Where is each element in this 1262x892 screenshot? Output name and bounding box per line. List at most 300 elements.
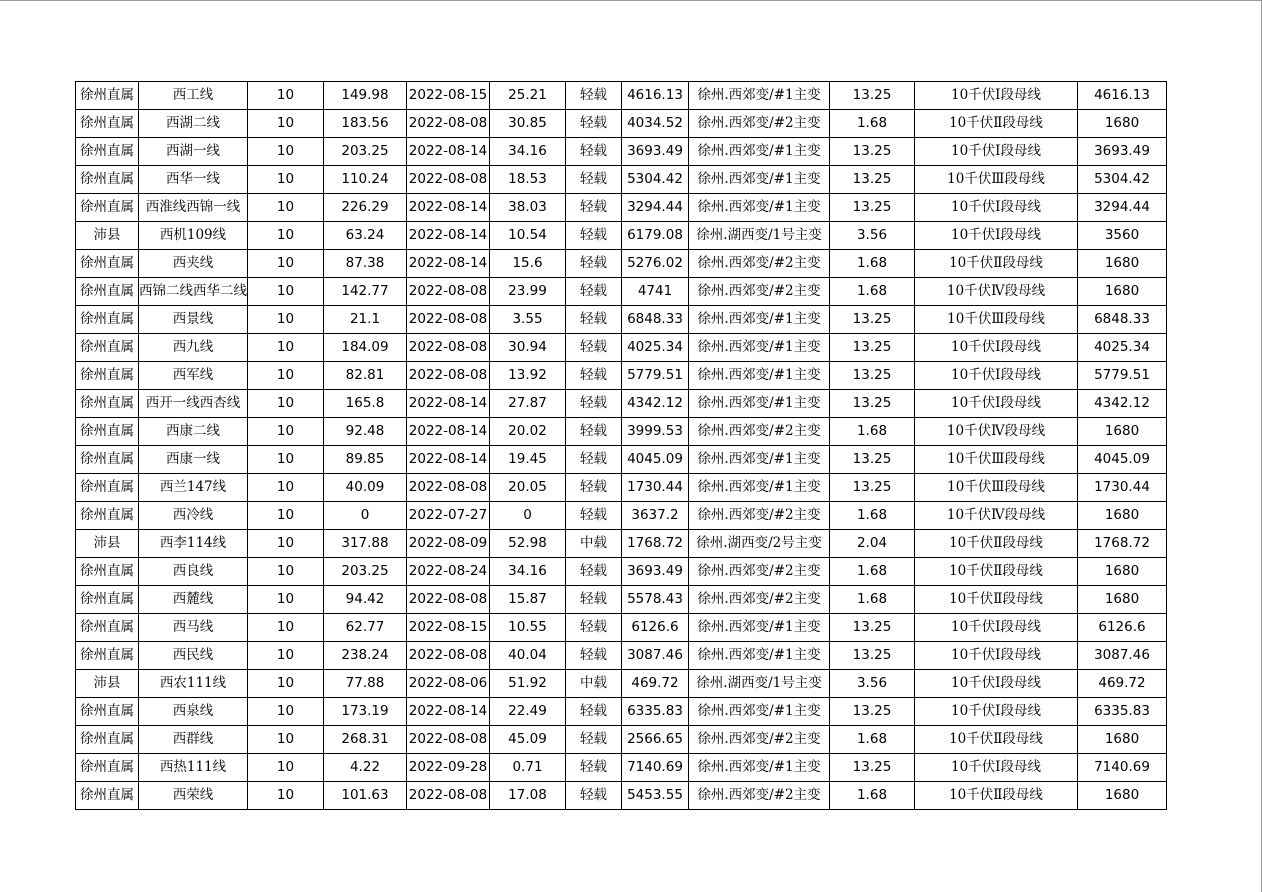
available-cell: 3294.44 xyxy=(1078,194,1167,222)
date-cell: 2022-08-14 xyxy=(407,138,490,166)
date-cell: 2022-08-08 xyxy=(407,110,490,138)
available-cell: 1680 xyxy=(1078,726,1167,754)
load-status-cell: 轻载 xyxy=(566,390,622,418)
district-cell: 徐州直属 xyxy=(76,138,139,166)
capacity-cell: 6126.6 xyxy=(622,614,689,642)
capacity-cell: 3087.46 xyxy=(622,642,689,670)
transformer-value-cell: 2.04 xyxy=(830,530,915,558)
load-status-cell: 轻载 xyxy=(566,782,622,810)
capacity-cell: 4616.13 xyxy=(622,82,689,110)
line-name-cell: 西开一线西杏线 xyxy=(139,390,248,418)
load-status-cell: 轻载 xyxy=(566,250,622,278)
load-status-cell: 轻载 xyxy=(566,558,622,586)
line-name-cell: 西淮线西锦一线 xyxy=(139,194,248,222)
busbar-cell: 10千伏Ⅱ段母线 xyxy=(915,110,1078,138)
page-border-top xyxy=(0,0,1262,1)
busbar-cell: 10千伏Ⅰ段母线 xyxy=(915,614,1078,642)
transformer-cell: 徐州.西郊变/#2主变 xyxy=(689,726,830,754)
transformer-value-cell: 1.68 xyxy=(830,418,915,446)
transformer-cell: 徐州.西郊变/#1主变 xyxy=(689,474,830,502)
busbar-cell: 10千伏Ⅳ段母线 xyxy=(915,502,1078,530)
busbar-cell: 10千伏Ⅳ段母线 xyxy=(915,418,1078,446)
transformer-value-cell: 13.25 xyxy=(830,614,915,642)
busbar-cell: 10千伏Ⅰ段母线 xyxy=(915,82,1078,110)
line-name-cell: 西机109线 xyxy=(139,222,248,250)
current-cell: 110.24 xyxy=(324,166,407,194)
capacity-cell: 2566.65 xyxy=(622,726,689,754)
transformer-cell: 徐州.湖西变/1号主变 xyxy=(689,222,830,250)
load-rate-cell: 52.98 xyxy=(490,530,566,558)
available-cell: 4045.09 xyxy=(1078,446,1167,474)
date-cell: 2022-08-08 xyxy=(407,334,490,362)
voltage-cell: 10 xyxy=(248,82,324,110)
load-rate-cell: 13.92 xyxy=(490,362,566,390)
voltage-cell: 10 xyxy=(248,642,324,670)
available-cell: 4342.12 xyxy=(1078,390,1167,418)
voltage-cell: 10 xyxy=(248,558,324,586)
voltage-cell: 10 xyxy=(248,390,324,418)
line-name-cell: 西夹线 xyxy=(139,250,248,278)
line-name-cell: 西九线 xyxy=(139,334,248,362)
busbar-cell: 10千伏Ⅰ段母线 xyxy=(915,138,1078,166)
capacity-cell: 1768.72 xyxy=(622,530,689,558)
busbar-cell: 10千伏Ⅲ段母线 xyxy=(915,166,1078,194)
table-row xyxy=(76,474,1167,502)
transformer-value-cell: 1.68 xyxy=(830,782,915,810)
capacity-cell: 4045.09 xyxy=(622,446,689,474)
transformer-cell: 徐州.西郊变/#1主变 xyxy=(689,390,830,418)
date-cell: 2022-07-27 xyxy=(407,502,490,530)
current-cell: 82.81 xyxy=(324,362,407,390)
voltage-cell: 10 xyxy=(248,726,324,754)
table-row xyxy=(76,642,1167,670)
district-cell: 徐州直属 xyxy=(76,474,139,502)
voltage-cell: 10 xyxy=(248,474,324,502)
current-cell: 165.8 xyxy=(324,390,407,418)
load-rate-cell: 15.6 xyxy=(490,250,566,278)
load-rate-cell: 23.99 xyxy=(490,278,566,306)
table-row xyxy=(76,782,1167,810)
transformer-cell: 徐州.西郊变/#1主变 xyxy=(689,446,830,474)
line-name-cell: 西康一线 xyxy=(139,446,248,474)
district-cell: 徐州直属 xyxy=(76,446,139,474)
load-status-cell: 轻载 xyxy=(566,166,622,194)
busbar-cell: 10千伏Ⅱ段母线 xyxy=(915,250,1078,278)
capacity-cell: 5779.51 xyxy=(622,362,689,390)
transformer-cell: 徐州.西郊变/#2主变 xyxy=(689,418,830,446)
date-cell: 2022-08-14 xyxy=(407,698,490,726)
date-cell: 2022-08-08 xyxy=(407,474,490,502)
table-row xyxy=(76,614,1167,642)
voltage-cell: 10 xyxy=(248,530,324,558)
transformer-cell: 徐州.西郊变/#1主变 xyxy=(689,194,830,222)
busbar-cell: 10千伏Ⅰ段母线 xyxy=(915,194,1078,222)
date-cell: 2022-08-08 xyxy=(407,642,490,670)
load-status-cell: 轻载 xyxy=(566,138,622,166)
line-name-cell: 西冷线 xyxy=(139,502,248,530)
district-cell: 徐州直属 xyxy=(76,390,139,418)
transformer-value-cell: 1.68 xyxy=(830,726,915,754)
voltage-cell: 10 xyxy=(248,418,324,446)
transformer-value-cell: 3.56 xyxy=(830,222,915,250)
voltage-cell: 10 xyxy=(248,586,324,614)
busbar-cell: 10千伏Ⅱ段母线 xyxy=(915,558,1078,586)
capacity-cell: 5578.43 xyxy=(622,586,689,614)
load-status-cell: 轻载 xyxy=(566,418,622,446)
load-rate-cell: 30.85 xyxy=(490,110,566,138)
load-rate-cell: 18.53 xyxy=(490,166,566,194)
transformer-cell: 徐州.湖西变/1号主变 xyxy=(689,670,830,698)
transformer-value-cell: 13.25 xyxy=(830,642,915,670)
line-name-cell: 西湖二线 xyxy=(139,110,248,138)
line-name-cell: 西麓线 xyxy=(139,586,248,614)
data-table xyxy=(75,81,1167,810)
load-status-cell: 轻载 xyxy=(566,110,622,138)
load-status-cell: 轻载 xyxy=(566,586,622,614)
current-cell: 77.88 xyxy=(324,670,407,698)
available-cell: 6848.33 xyxy=(1078,306,1167,334)
load-status-cell: 轻载 xyxy=(566,306,622,334)
load-rate-cell: 40.04 xyxy=(490,642,566,670)
date-cell: 2022-08-14 xyxy=(407,418,490,446)
current-cell: 142.77 xyxy=(324,278,407,306)
capacity-cell: 5304.42 xyxy=(622,166,689,194)
district-cell: 徐州直属 xyxy=(76,698,139,726)
voltage-cell: 10 xyxy=(248,194,324,222)
load-status-cell: 轻载 xyxy=(566,362,622,390)
capacity-cell: 3999.53 xyxy=(622,418,689,446)
transformer-value-cell: 13.25 xyxy=(830,166,915,194)
district-cell: 徐州直属 xyxy=(76,614,139,642)
available-cell: 4025.34 xyxy=(1078,334,1167,362)
capacity-cell: 5276.02 xyxy=(622,250,689,278)
district-cell: 徐州直属 xyxy=(76,166,139,194)
date-cell: 2022-08-08 xyxy=(407,362,490,390)
available-cell: 1680 xyxy=(1078,586,1167,614)
load-rate-cell: 20.05 xyxy=(490,474,566,502)
available-cell: 1680 xyxy=(1078,782,1167,810)
busbar-cell: 10千伏Ⅰ段母线 xyxy=(915,334,1078,362)
current-cell: 101.63 xyxy=(324,782,407,810)
transformer-value-cell: 13.25 xyxy=(830,446,915,474)
transformer-cell: 徐州.西郊变/#1主变 xyxy=(689,614,830,642)
transformer-value-cell: 13.25 xyxy=(830,82,915,110)
available-cell: 1680 xyxy=(1078,418,1167,446)
busbar-cell: 10千伏Ⅰ段母线 xyxy=(915,390,1078,418)
load-status-cell: 轻载 xyxy=(566,278,622,306)
voltage-cell: 10 xyxy=(248,222,324,250)
current-cell: 0 xyxy=(324,502,407,530)
busbar-cell: 10千伏Ⅱ段母线 xyxy=(915,726,1078,754)
current-cell: 149.98 xyxy=(324,82,407,110)
current-cell: 226.29 xyxy=(324,194,407,222)
transformer-value-cell: 13.25 xyxy=(830,754,915,782)
table-row xyxy=(76,586,1167,614)
transformer-cell: 徐州.西郊变/#1主变 xyxy=(689,138,830,166)
current-cell: 173.19 xyxy=(324,698,407,726)
district-cell: 沛县 xyxy=(76,530,139,558)
transformer-cell: 徐州.西郊变/#1主变 xyxy=(689,754,830,782)
district-cell: 徐州直属 xyxy=(76,782,139,810)
transformer-value-cell: 13.25 xyxy=(830,138,915,166)
district-cell: 徐州直属 xyxy=(76,82,139,110)
line-name-cell: 西热111线 xyxy=(139,754,248,782)
table-row xyxy=(76,110,1167,138)
district-cell: 徐州直属 xyxy=(76,502,139,530)
available-cell: 3560 xyxy=(1078,222,1167,250)
current-cell: 238.24 xyxy=(324,642,407,670)
available-cell: 3087.46 xyxy=(1078,642,1167,670)
capacity-cell: 469.72 xyxy=(622,670,689,698)
capacity-cell: 3294.44 xyxy=(622,194,689,222)
available-cell: 7140.69 xyxy=(1078,754,1167,782)
transformer-value-cell: 1.68 xyxy=(830,586,915,614)
transformer-cell: 徐州.西郊变/#1主变 xyxy=(689,166,830,194)
date-cell: 2022-08-14 xyxy=(407,390,490,418)
capacity-cell: 4342.12 xyxy=(622,390,689,418)
busbar-cell: 10千伏Ⅳ段母线 xyxy=(915,278,1078,306)
transformer-cell: 徐州.西郊变/#1主变 xyxy=(689,642,830,670)
capacity-cell: 4741 xyxy=(622,278,689,306)
transformer-cell: 徐州.西郊变/#2主变 xyxy=(689,586,830,614)
transformer-cell: 徐州.西郊变/#2主变 xyxy=(689,782,830,810)
table-row xyxy=(76,194,1167,222)
date-cell: 2022-08-06 xyxy=(407,670,490,698)
table-row xyxy=(76,670,1167,698)
date-cell: 2022-08-14 xyxy=(407,194,490,222)
district-cell: 徐州直属 xyxy=(76,558,139,586)
available-cell: 1680 xyxy=(1078,278,1167,306)
load-rate-cell: 45.09 xyxy=(490,726,566,754)
voltage-cell: 10 xyxy=(248,138,324,166)
date-cell: 2022-08-08 xyxy=(407,586,490,614)
busbar-cell: 10千伏Ⅱ段母线 xyxy=(915,530,1078,558)
load-status-cell: 轻载 xyxy=(566,474,622,502)
load-rate-cell: 3.55 xyxy=(490,306,566,334)
busbar-cell: 10千伏Ⅰ段母线 xyxy=(915,754,1078,782)
voltage-cell: 10 xyxy=(248,782,324,810)
district-cell: 徐州直属 xyxy=(76,726,139,754)
line-name-cell: 西群线 xyxy=(139,726,248,754)
table-row xyxy=(76,166,1167,194)
voltage-cell: 10 xyxy=(248,698,324,726)
load-status-cell: 轻载 xyxy=(566,82,622,110)
load-rate-cell: 27.87 xyxy=(490,390,566,418)
date-cell: 2022-08-08 xyxy=(407,306,490,334)
transformer-value-cell: 1.68 xyxy=(830,250,915,278)
busbar-cell: 10千伏Ⅰ段母线 xyxy=(915,362,1078,390)
voltage-cell: 10 xyxy=(248,614,324,642)
voltage-cell: 10 xyxy=(248,166,324,194)
table-row xyxy=(76,446,1167,474)
table-row xyxy=(76,138,1167,166)
load-status-cell: 轻载 xyxy=(566,726,622,754)
transformer-value-cell: 13.25 xyxy=(830,474,915,502)
table-body xyxy=(76,82,1167,810)
voltage-cell: 10 xyxy=(248,670,324,698)
line-name-cell: 西农111线 xyxy=(139,670,248,698)
date-cell: 2022-08-14 xyxy=(407,446,490,474)
line-name-cell: 西康二线 xyxy=(139,418,248,446)
available-cell: 1680 xyxy=(1078,110,1167,138)
voltage-cell: 10 xyxy=(248,334,324,362)
line-name-cell: 西湖一线 xyxy=(139,138,248,166)
line-name-cell: 西良线 xyxy=(139,558,248,586)
busbar-cell: 10千伏Ⅰ段母线 xyxy=(915,670,1078,698)
load-rate-cell: 17.08 xyxy=(490,782,566,810)
available-cell: 1680 xyxy=(1078,502,1167,530)
load-rate-cell: 10.55 xyxy=(490,614,566,642)
load-rate-cell: 34.16 xyxy=(490,138,566,166)
date-cell: 2022-08-08 xyxy=(407,782,490,810)
line-name-cell: 西马线 xyxy=(139,614,248,642)
busbar-cell: 10千伏Ⅲ段母线 xyxy=(915,446,1078,474)
voltage-cell: 10 xyxy=(248,502,324,530)
current-cell: 89.85 xyxy=(324,446,407,474)
load-rate-cell: 51.92 xyxy=(490,670,566,698)
busbar-cell: 10千伏Ⅲ段母线 xyxy=(915,306,1078,334)
line-name-cell: 西景线 xyxy=(139,306,248,334)
load-status-cell: 轻载 xyxy=(566,614,622,642)
load-status-cell: 轻载 xyxy=(566,502,622,530)
busbar-cell: 10千伏Ⅰ段母线 xyxy=(915,222,1078,250)
load-rate-cell: 0.71 xyxy=(490,754,566,782)
table-row xyxy=(76,222,1167,250)
capacity-cell: 3693.49 xyxy=(622,138,689,166)
date-cell: 2022-08-09 xyxy=(407,530,490,558)
voltage-cell: 10 xyxy=(248,278,324,306)
available-cell: 469.72 xyxy=(1078,670,1167,698)
line-name-cell: 西兰147线 xyxy=(139,474,248,502)
date-cell: 2022-08-15 xyxy=(407,614,490,642)
district-cell: 徐州直属 xyxy=(76,754,139,782)
capacity-cell: 1730.44 xyxy=(622,474,689,502)
transformer-cell: 徐州.西郊变/#2主变 xyxy=(689,502,830,530)
load-rate-cell: 22.49 xyxy=(490,698,566,726)
district-cell: 徐州直属 xyxy=(76,362,139,390)
capacity-cell: 4025.34 xyxy=(622,334,689,362)
available-cell: 3693.49 xyxy=(1078,138,1167,166)
transformer-value-cell: 1.68 xyxy=(830,502,915,530)
transformer-value-cell: 13.25 xyxy=(830,306,915,334)
load-rate-cell: 15.87 xyxy=(490,586,566,614)
transformer-cell: 徐州.西郊变/#1主变 xyxy=(689,362,830,390)
available-cell: 5779.51 xyxy=(1078,362,1167,390)
date-cell: 2022-08-08 xyxy=(407,278,490,306)
load-status-cell: 轻载 xyxy=(566,698,622,726)
date-cell: 2022-08-24 xyxy=(407,558,490,586)
line-name-cell: 西工线 xyxy=(139,82,248,110)
load-rate-cell: 25.21 xyxy=(490,82,566,110)
line-name-cell: 西民线 xyxy=(139,642,248,670)
current-cell: 21.1 xyxy=(324,306,407,334)
transformer-cell: 徐州.湖西变/2号主变 xyxy=(689,530,830,558)
table-row xyxy=(76,558,1167,586)
load-rate-cell: 20.02 xyxy=(490,418,566,446)
voltage-cell: 10 xyxy=(248,250,324,278)
current-cell: 63.24 xyxy=(324,222,407,250)
available-cell: 4616.13 xyxy=(1078,82,1167,110)
load-rate-cell: 0 xyxy=(490,502,566,530)
date-cell: 2022-08-14 xyxy=(407,250,490,278)
transformer-value-cell: 13.25 xyxy=(830,194,915,222)
line-name-cell: 西荣线 xyxy=(139,782,248,810)
district-cell: 徐州直属 xyxy=(76,642,139,670)
table-row xyxy=(76,418,1167,446)
load-status-cell: 中载 xyxy=(566,670,622,698)
table-row xyxy=(76,530,1167,558)
current-cell: 203.25 xyxy=(324,558,407,586)
load-status-cell: 轻载 xyxy=(566,642,622,670)
load-rate-cell: 34.16 xyxy=(490,558,566,586)
busbar-cell: 10千伏Ⅱ段母线 xyxy=(915,782,1078,810)
transformer-value-cell: 13.25 xyxy=(830,362,915,390)
voltage-cell: 10 xyxy=(248,362,324,390)
date-cell: 2022-08-14 xyxy=(407,222,490,250)
load-rate-cell: 10.54 xyxy=(490,222,566,250)
transformer-cell: 徐州.西郊变/#1主变 xyxy=(689,334,830,362)
table-row xyxy=(76,334,1167,362)
transformer-value-cell: 1.68 xyxy=(830,558,915,586)
table-row xyxy=(76,278,1167,306)
current-cell: 183.56 xyxy=(324,110,407,138)
load-status-cell: 轻载 xyxy=(566,446,622,474)
transformer-value-cell: 13.25 xyxy=(830,390,915,418)
busbar-cell: 10千伏Ⅱ段母线 xyxy=(915,586,1078,614)
table-row xyxy=(76,754,1167,782)
transformer-value-cell: 13.25 xyxy=(830,698,915,726)
available-cell: 6126.6 xyxy=(1078,614,1167,642)
district-cell: 沛县 xyxy=(76,222,139,250)
table-row xyxy=(76,250,1167,278)
line-name-cell: 西军线 xyxy=(139,362,248,390)
voltage-cell: 10 xyxy=(248,446,324,474)
busbar-cell: 10千伏Ⅲ段母线 xyxy=(915,474,1078,502)
available-cell: 1680 xyxy=(1078,250,1167,278)
available-cell: 1680 xyxy=(1078,558,1167,586)
capacity-cell: 3693.49 xyxy=(622,558,689,586)
transformer-cell: 徐州.西郊变/#2主变 xyxy=(689,558,830,586)
table-row xyxy=(76,502,1167,530)
voltage-cell: 10 xyxy=(248,306,324,334)
transformer-value-cell: 1.68 xyxy=(830,110,915,138)
load-status-cell: 轻载 xyxy=(566,194,622,222)
line-name-cell: 西泉线 xyxy=(139,698,248,726)
capacity-cell: 3637.2 xyxy=(622,502,689,530)
transformer-cell: 徐州.西郊变/#2主变 xyxy=(689,278,830,306)
capacity-cell: 5453.55 xyxy=(622,782,689,810)
available-cell: 5304.42 xyxy=(1078,166,1167,194)
capacity-cell: 6335.83 xyxy=(622,698,689,726)
table-row xyxy=(76,306,1167,334)
load-status-cell: 轻载 xyxy=(566,754,622,782)
load-status-cell: 中载 xyxy=(566,530,622,558)
current-cell: 94.42 xyxy=(324,586,407,614)
transformer-cell: 徐州.西郊变/#1主变 xyxy=(689,306,830,334)
table-row xyxy=(76,726,1167,754)
current-cell: 92.48 xyxy=(324,418,407,446)
capacity-cell: 4034.52 xyxy=(622,110,689,138)
load-rate-cell: 19.45 xyxy=(490,446,566,474)
voltage-cell: 10 xyxy=(248,110,324,138)
load-status-cell: 轻载 xyxy=(566,334,622,362)
date-cell: 2022-08-15 xyxy=(407,82,490,110)
transformer-value-cell: 1.68 xyxy=(830,278,915,306)
date-cell: 2022-08-08 xyxy=(407,166,490,194)
date-cell: 2022-08-08 xyxy=(407,726,490,754)
load-status-cell: 轻载 xyxy=(566,222,622,250)
current-cell: 268.31 xyxy=(324,726,407,754)
